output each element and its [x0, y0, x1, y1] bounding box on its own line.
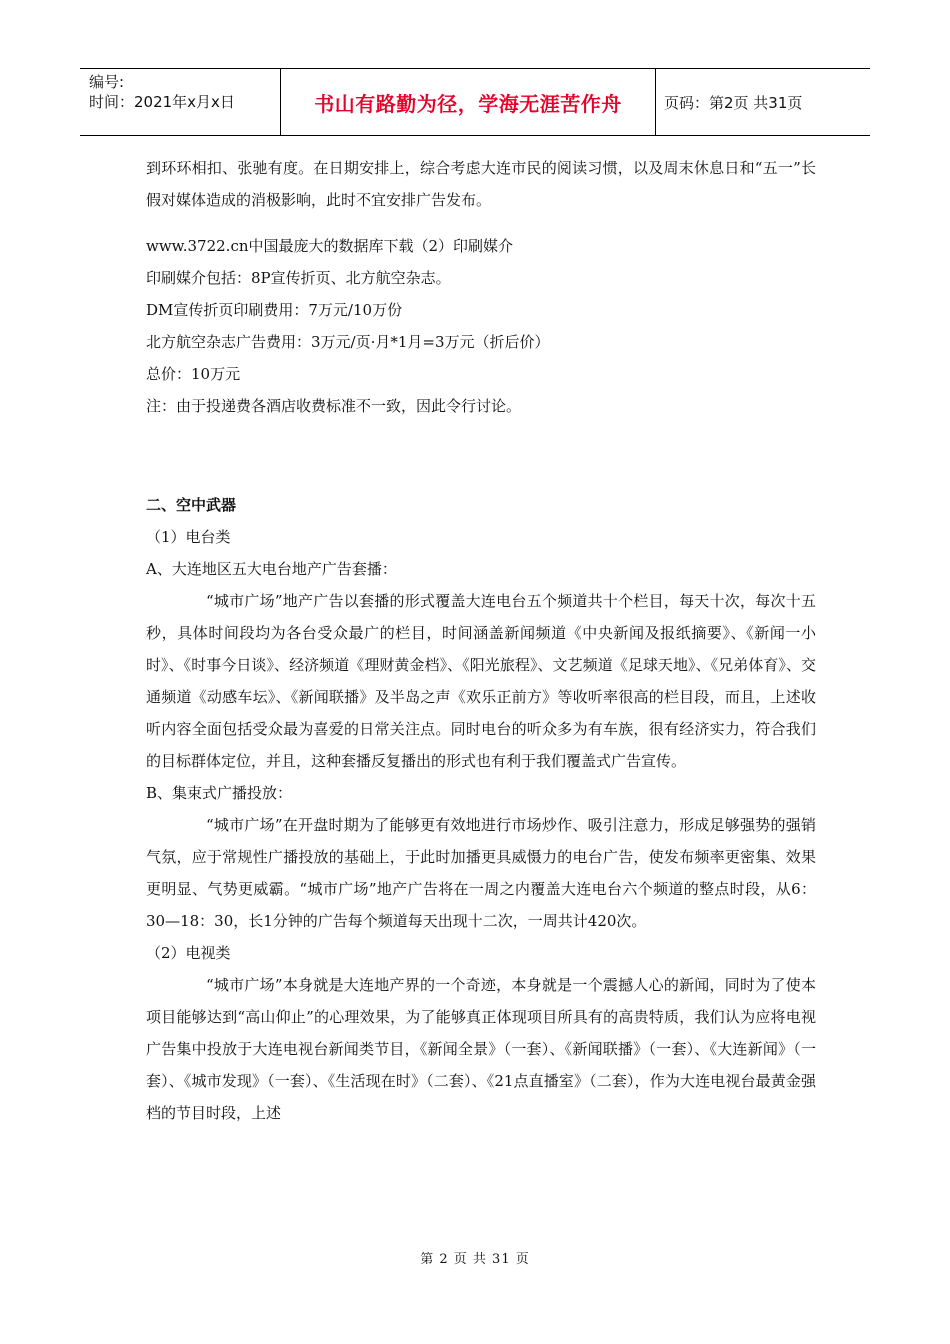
- tv-body: “城市广场”本身就是大连地产界的一个奇迹，本身就是一个震撼人心的新闻，同时为了使本项目能够达到“高山仰止”的心理效果，为了能够真正体现项目所具有的高贵特质，我们认为应将电视广告集中投放于大连电视台新闻类节目，《新闻全景》（一套）、《新闻联播》（一套）、《大连新闻》（一套）、《城市发现》（一套）、《生活现在时》（二套）、《21点直播室》（二套），作为大连电视台最黄金强档的节目时段，上述: [146, 976, 816, 1122]
- document-header: [80, 68, 870, 136]
- print-media-total: 总价：10万元: [146, 365, 241, 383]
- header-meta: [80, 69, 281, 135]
- print-media-note: 注：由于投递费各酒店收费标准不一致，因此令行讨论。: [146, 397, 522, 415]
- radio-a-heading: A、大连地区五大电台地产广告套播：: [146, 560, 397, 578]
- print-media-magazine-cost: 北方航空杂志广告费用：3万元/页·月*1月=3万元（折后价）: [146, 333, 550, 351]
- header-number-label: 编号:: [89, 73, 125, 91]
- radio-b-heading: B、集束式广播投放：: [146, 784, 293, 802]
- print-media-heading: www.3722.cn中国最庞大的数据库下载（2）印刷媒介: [146, 237, 514, 255]
- header-slogan: 书山有路勤为径，学海无涯苦作舟: [281, 69, 656, 135]
- print-media-includes: 印刷媒介包括：8P宣传折页、北方航空杂志。: [146, 269, 451, 287]
- radio-a-body: “城市广场”地产广告以套播的形式覆盖大连电台五个频道共十个栏目，每天十次，每次十五秒，具体时间段均为各台受众最广的栏目，时间涵盖新闻频道《中央新闻及报纸摘要》、《新闻一小时》、《时事今日谈》、经济频道《理财黄金档》、《阳光旅程》、文艺频道《足球天地》、《兄弟体育》、交通频道《动感车坛》、《新闻联播》及半岛之声《欢乐正前方》等收听率很高的栏目段，而且，上述收听内容全面包括受众最为喜爱的日常关注点。同时电台的听众多为有车族，很有经济实力，符合我们的目标群体定位，并且，这种套播反复播出的形式也有利于我们覆盖式广告宣传。: [146, 592, 816, 770]
- header-time-label: 时间：2021年x月x日: [89, 93, 235, 111]
- radio-b-body: “城市广场”在开盘时期为了能够更有效地进行市场炒作、吸引注意力，形成足够强势的强销气氛，应于常规性广播投放的基础上，于此时加播更具威慑力的电台广告，使发布频率更密集、效果更明显、气势更威霸。“城市广场”地产广告将在一周之内覆盖大连电台六个频道的整点时段，从6：30—18：30，长1分钟的广告每个频道每天出现十二次，一周共计420次。: [146, 816, 816, 930]
- radio-heading: （1）电台类: [146, 528, 231, 546]
- section-title-air-weapons: 二、空中武器: [146, 496, 237, 514]
- document-body: [146, 152, 816, 1129]
- tv-heading: （2）电视类: [146, 944, 231, 962]
- page-footer: 第 2 页 共 31 页: [420, 1252, 530, 1267]
- header-page-info: 页码：第2页 共31页: [664, 93, 803, 112]
- print-media-dm-cost: DM宣传折页印刷费用：7万元/10万份: [146, 301, 403, 319]
- paragraph-continuation: 到环环相扣、张驰有度。在日期安排上，综合考虑大连市民的阅读习惯，以及周末休息日和“五一”长假对媒体造成的消极影响，此时不宜安排广告发布。: [146, 159, 816, 209]
